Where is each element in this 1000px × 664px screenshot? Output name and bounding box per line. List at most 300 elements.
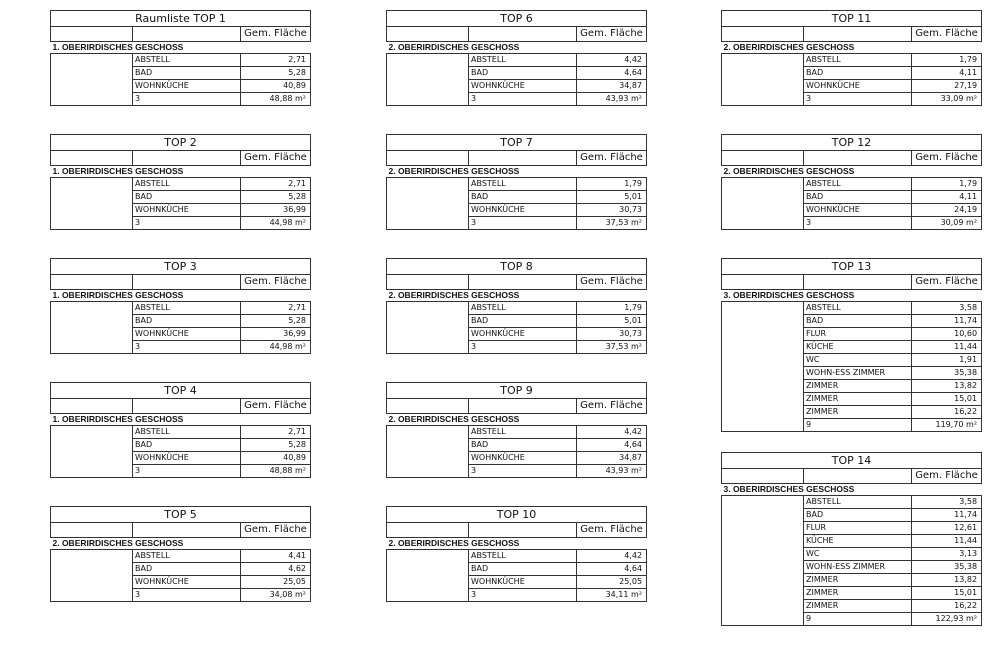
header-blank-cell <box>51 399 133 414</box>
area-column-header: Gem. Fläche <box>912 469 982 484</box>
blank-cell <box>387 589 469 602</box>
blank-cell <box>722 315 804 328</box>
table-row <box>387 452 647 465</box>
room-name: WOHNKÜCHE <box>469 452 577 465</box>
floor-label: 2. OBERIRDISCHES GESCHOSS <box>387 166 647 178</box>
room-area: 5,01 <box>577 315 647 328</box>
room-table <box>721 134 982 230</box>
table-row <box>387 80 647 93</box>
table-row <box>387 550 647 563</box>
header-blank-cell <box>804 275 912 290</box>
table-title: Raumliste TOP 1 <box>51 11 311 27</box>
total-row <box>387 589 647 602</box>
header-blank-cell <box>469 151 577 166</box>
table-row <box>722 204 982 217</box>
blank-cell <box>722 561 804 574</box>
blank-cell <box>722 587 804 600</box>
room-area: 24,19 <box>912 204 982 217</box>
blank-cell <box>51 191 133 204</box>
table-row <box>722 354 982 367</box>
room-name: BAD <box>804 509 912 522</box>
blank-cell <box>51 80 133 93</box>
area-column-header: Gem. Fläche <box>577 275 647 290</box>
blank-cell <box>722 535 804 548</box>
room-area: 10,60 <box>912 328 982 341</box>
blank-cell <box>387 80 469 93</box>
total-area: 34,11 m² <box>577 589 647 602</box>
blank-cell <box>722 419 804 432</box>
table-row <box>51 80 311 93</box>
table-row <box>722 302 982 315</box>
table-title: TOP 13 <box>722 259 982 275</box>
table-row <box>51 563 311 576</box>
room-name: ABSTELL <box>469 178 577 191</box>
blank-cell <box>722 522 804 535</box>
room-count: 3 <box>804 217 912 230</box>
table-row <box>722 380 982 393</box>
room-name: BAD <box>804 67 912 80</box>
room-name: FLUR <box>804 522 912 535</box>
blank-cell <box>722 302 804 315</box>
room-name: WC <box>804 354 912 367</box>
header-blank-cell <box>469 27 577 42</box>
blank-cell <box>387 328 469 341</box>
room-name: ZIMMER <box>804 600 912 613</box>
room-area: 4,64 <box>577 563 647 576</box>
room-name: ABSTELL <box>133 302 241 315</box>
floor-label: 2. OBERIRDISCHES GESCHOSS <box>387 538 647 550</box>
table-row <box>387 328 647 341</box>
total-area: 33,09 m² <box>912 93 982 106</box>
total-area: 44,98 m² <box>241 341 311 354</box>
header-blank-cell <box>804 27 912 42</box>
room-name: WOHNKÜCHE <box>469 576 577 589</box>
area-column-header: Gem. Fläche <box>241 27 311 42</box>
table-row <box>387 302 647 315</box>
table-row <box>722 367 982 380</box>
room-name: BAD <box>133 439 241 452</box>
blank-cell <box>387 315 469 328</box>
room-name: WOHN-ESS ZIMMER <box>804 367 912 380</box>
total-row <box>722 613 982 626</box>
blank-cell <box>51 426 133 439</box>
room-area: 12,61 <box>912 522 982 535</box>
room-area: 15,01 <box>912 393 982 406</box>
total-area: 43,93 m² <box>577 93 647 106</box>
room-area: 4,62 <box>241 563 311 576</box>
room-name: WOHNKÜCHE <box>133 80 241 93</box>
room-area: 4,64 <box>577 439 647 452</box>
total-area: 37,53 m² <box>577 341 647 354</box>
table-row <box>387 204 647 217</box>
room-area: 13,82 <box>912 574 982 587</box>
room-name: BAD <box>133 315 241 328</box>
blank-cell <box>722 328 804 341</box>
area-column-header: Gem. Fläche <box>241 399 311 414</box>
room-name: WOHN-ESS ZIMMER <box>804 561 912 574</box>
room-count: 3 <box>133 217 241 230</box>
room-name: WOHNKÜCHE <box>469 328 577 341</box>
total-row <box>51 341 311 354</box>
table-title: TOP 8 <box>387 259 647 275</box>
table-title: TOP 5 <box>51 507 311 523</box>
table-row <box>387 178 647 191</box>
floor-label: 1. OBERIRDISCHES GESCHOSS <box>51 166 311 178</box>
room-name: BAD <box>469 439 577 452</box>
floor-label: 3. OBERIRDISCHES GESCHOSS <box>722 484 982 496</box>
blank-cell <box>51 341 133 354</box>
column-2 <box>386 10 646 602</box>
blank-cell <box>51 178 133 191</box>
room-name: ABSTELL <box>133 426 241 439</box>
table-title: TOP 14 <box>722 453 982 469</box>
room-name: ZIMMER <box>804 380 912 393</box>
room-area: 36,99 <box>241 204 311 217</box>
table-row <box>722 341 982 354</box>
room-area: 3,58 <box>912 496 982 509</box>
blank-cell <box>387 341 469 354</box>
room-name: WOHNKÜCHE <box>469 80 577 93</box>
blank-cell <box>722 354 804 367</box>
table-title: TOP 2 <box>51 135 311 151</box>
blank-cell <box>51 67 133 80</box>
blank-cell <box>51 217 133 230</box>
room-area: 25,05 <box>241 576 311 589</box>
blank-cell <box>722 393 804 406</box>
room-count: 3 <box>469 93 577 106</box>
room-area: 30,73 <box>577 328 647 341</box>
area-column-header: Gem. Fläche <box>577 151 647 166</box>
blank-cell <box>387 191 469 204</box>
room-name: ZIMMER <box>804 393 912 406</box>
blank-cell <box>387 426 469 439</box>
room-name: ABSTELL <box>469 426 577 439</box>
blank-cell <box>51 589 133 602</box>
area-column-header: Gem. Fläche <box>241 275 311 290</box>
room-name: BAD <box>469 191 577 204</box>
room-area: 2,71 <box>241 302 311 315</box>
header-blank-cell <box>133 27 241 42</box>
area-column-header: Gem. Fläche <box>241 151 311 166</box>
room-name: KÜCHE <box>804 535 912 548</box>
room-name: WC <box>804 548 912 561</box>
blank-cell <box>722 600 804 613</box>
table-row <box>722 191 982 204</box>
room-area: 15,01 <box>912 587 982 600</box>
table-row <box>722 406 982 419</box>
room-count: 3 <box>804 93 912 106</box>
floor-label: 3. OBERIRDISCHES GESCHOSS <box>722 290 982 302</box>
column-1 <box>50 10 310 602</box>
area-column-header: Gem. Fläche <box>241 523 311 538</box>
room-count: 3 <box>469 217 577 230</box>
room-area: 5,28 <box>241 67 311 80</box>
blank-cell <box>722 380 804 393</box>
blank-cell <box>51 302 133 315</box>
room-name: FLUR <box>804 328 912 341</box>
floor-label: 1. OBERIRDISCHES GESCHOSS <box>51 42 311 54</box>
blank-cell <box>51 204 133 217</box>
blank-cell <box>722 80 804 93</box>
total-row <box>51 465 311 478</box>
blank-cell <box>722 613 804 626</box>
room-area: 3,58 <box>912 302 982 315</box>
room-name: BAD <box>804 315 912 328</box>
table-title: TOP 6 <box>387 11 647 27</box>
table-row <box>722 600 982 613</box>
table-row <box>51 302 311 315</box>
blank-cell <box>722 367 804 380</box>
room-area: 25,05 <box>577 576 647 589</box>
blank-cell <box>387 93 469 106</box>
table-row <box>51 576 311 589</box>
area-column-header: Gem. Fläche <box>577 27 647 42</box>
total-row <box>722 419 982 432</box>
room-area: 4,42 <box>577 550 647 563</box>
total-row <box>722 93 982 106</box>
room-area: 5,01 <box>577 191 647 204</box>
room-area: 1,79 <box>577 302 647 315</box>
room-name: WOHNKÜCHE <box>469 204 577 217</box>
total-area: 122,93 m² <box>912 613 982 626</box>
blank-cell <box>51 563 133 576</box>
room-table <box>50 10 311 106</box>
header-blank-cell <box>133 399 241 414</box>
total-row <box>387 341 647 354</box>
table-row <box>387 563 647 576</box>
table-row <box>722 80 982 93</box>
floor-label: 1. OBERIRDISCHES GESCHOSS <box>51 414 311 426</box>
blank-cell <box>722 191 804 204</box>
table-row <box>51 67 311 80</box>
total-area: 43,93 m² <box>577 465 647 478</box>
room-area: 3,13 <box>912 548 982 561</box>
room-table <box>386 382 647 478</box>
area-column-header: Gem. Fläche <box>577 523 647 538</box>
room-area: 1,91 <box>912 354 982 367</box>
table-row <box>387 439 647 452</box>
blank-cell <box>51 315 133 328</box>
header-blank-cell <box>804 151 912 166</box>
room-count: 3 <box>133 341 241 354</box>
room-name: ABSTELL <box>469 550 577 563</box>
blank-cell <box>387 67 469 80</box>
blank-cell <box>51 550 133 563</box>
table-row <box>722 574 982 587</box>
blank-cell <box>722 574 804 587</box>
total-area: 30,09 m² <box>912 217 982 230</box>
total-row <box>51 93 311 106</box>
table-row <box>51 54 311 67</box>
room-area: 2,71 <box>241 54 311 67</box>
room-area: 2,71 <box>241 178 311 191</box>
room-table <box>721 258 982 432</box>
room-count: 3 <box>469 465 577 478</box>
room-area: 5,28 <box>241 315 311 328</box>
total-row <box>51 217 311 230</box>
blank-cell <box>387 439 469 452</box>
room-area: 27,19 <box>912 80 982 93</box>
blank-cell <box>387 576 469 589</box>
room-name: ZIMMER <box>804 406 912 419</box>
room-name: ABSTELL <box>133 54 241 67</box>
table-row <box>51 550 311 563</box>
room-area: 35,38 <box>912 561 982 574</box>
room-area: 16,22 <box>912 406 982 419</box>
room-table <box>386 10 647 106</box>
blank-cell <box>51 452 133 465</box>
blank-cell <box>387 204 469 217</box>
blank-cell <box>51 54 133 67</box>
table-row <box>51 315 311 328</box>
header-blank-cell <box>387 523 469 538</box>
room-area: 35,38 <box>912 367 982 380</box>
table-title: TOP 11 <box>722 11 982 27</box>
table-row <box>51 426 311 439</box>
room-area: 11,44 <box>912 341 982 354</box>
room-area: 30,73 <box>577 204 647 217</box>
table-row <box>722 522 982 535</box>
table-title: TOP 10 <box>387 507 647 523</box>
total-row <box>51 589 311 602</box>
room-area: 4,42 <box>577 426 647 439</box>
table-row <box>722 315 982 328</box>
blank-cell <box>51 93 133 106</box>
floor-label: 2. OBERIRDISCHES GESCHOSS <box>387 290 647 302</box>
blank-cell <box>387 563 469 576</box>
blank-cell <box>722 204 804 217</box>
room-area: 1,79 <box>912 178 982 191</box>
total-row <box>387 217 647 230</box>
header-blank-cell <box>51 523 133 538</box>
room-name: ABSTELL <box>804 54 912 67</box>
area-column-header: Gem. Fläche <box>912 275 982 290</box>
table-row <box>387 54 647 67</box>
header-blank-cell <box>722 469 804 484</box>
room-name: BAD <box>133 563 241 576</box>
floor-label: 2. OBERIRDISCHES GESCHOSS <box>722 166 982 178</box>
room-name: WOHNKÜCHE <box>133 204 241 217</box>
blank-cell <box>722 341 804 354</box>
blank-cell <box>722 54 804 67</box>
table-row <box>51 204 311 217</box>
room-area: 1,79 <box>912 54 982 67</box>
room-name: ZIMMER <box>804 587 912 600</box>
room-count: 3 <box>133 589 241 602</box>
table-row <box>387 191 647 204</box>
room-table <box>721 10 982 106</box>
room-area: 5,28 <box>241 439 311 452</box>
room-area: 34,87 <box>577 80 647 93</box>
table-title: TOP 9 <box>387 383 647 399</box>
table-row <box>722 496 982 509</box>
table-row <box>51 452 311 465</box>
total-area: 44,98 m² <box>241 217 311 230</box>
room-name: KÜCHE <box>804 341 912 354</box>
room-name: WOHNKÜCHE <box>133 576 241 589</box>
header-blank-cell <box>722 27 804 42</box>
floor-label: 2. OBERIRDISCHES GESCHOSS <box>387 414 647 426</box>
total-area: 48,88 m² <box>241 93 311 106</box>
header-blank-cell <box>804 469 912 484</box>
room-area: 1,79 <box>577 178 647 191</box>
blank-cell <box>51 328 133 341</box>
blank-cell <box>722 548 804 561</box>
room-table <box>50 134 311 230</box>
room-area: 11,44 <box>912 535 982 548</box>
table-row <box>722 54 982 67</box>
table-title: TOP 3 <box>51 259 311 275</box>
room-area: 4,64 <box>577 67 647 80</box>
table-row <box>722 561 982 574</box>
room-name: ABSTELL <box>804 496 912 509</box>
table-row <box>722 587 982 600</box>
floor-label: 2. OBERIRDISCHES GESCHOSS <box>387 42 647 54</box>
header-blank-cell <box>51 27 133 42</box>
table-row <box>722 535 982 548</box>
total-row <box>387 465 647 478</box>
table-row <box>722 328 982 341</box>
room-area: 11,74 <box>912 315 982 328</box>
floor-label: 2. OBERIRDISCHES GESCHOSS <box>51 538 311 550</box>
header-blank-cell <box>387 275 469 290</box>
table-row <box>51 439 311 452</box>
blank-cell <box>722 217 804 230</box>
room-name: WOHNKÜCHE <box>133 452 241 465</box>
room-name: ABSTELL <box>804 178 912 191</box>
table-row <box>722 178 982 191</box>
total-area: 34,08 m² <box>241 589 311 602</box>
total-area: 37,53 m² <box>577 217 647 230</box>
room-area: 4,41 <box>241 550 311 563</box>
room-name: ABSTELL <box>469 302 577 315</box>
room-area: 13,82 <box>912 380 982 393</box>
room-count: 3 <box>133 465 241 478</box>
room-area: 40,89 <box>241 80 311 93</box>
room-name: BAD <box>469 563 577 576</box>
room-name: BAD <box>133 67 241 80</box>
room-count: 3 <box>133 93 241 106</box>
room-table <box>386 134 647 230</box>
area-column-header: Gem. Fläche <box>912 27 982 42</box>
header-blank-cell <box>51 275 133 290</box>
area-column-header: Gem. Fläche <box>912 151 982 166</box>
header-blank-cell <box>387 399 469 414</box>
header-blank-cell <box>469 275 577 290</box>
table-row <box>722 67 982 80</box>
table-row <box>387 576 647 589</box>
room-count: 9 <box>804 613 912 626</box>
room-name: BAD <box>469 315 577 328</box>
room-name: WOHNKÜCHE <box>133 328 241 341</box>
table-row <box>387 67 647 80</box>
room-table <box>50 506 311 602</box>
total-area: 48,88 m² <box>241 465 311 478</box>
room-table <box>50 258 311 354</box>
room-area: 11,74 <box>912 509 982 522</box>
room-area: 4,11 <box>912 67 982 80</box>
floor-label: 2. OBERIRDISCHES GESCHOSS <box>722 42 982 54</box>
blank-cell <box>51 439 133 452</box>
room-table <box>386 258 647 354</box>
table-row <box>722 393 982 406</box>
table-row <box>722 548 982 561</box>
blank-cell <box>387 217 469 230</box>
table-title: TOP 7 <box>387 135 647 151</box>
room-area: 36,99 <box>241 328 311 341</box>
blank-cell <box>387 302 469 315</box>
room-name: ABSTELL <box>469 54 577 67</box>
